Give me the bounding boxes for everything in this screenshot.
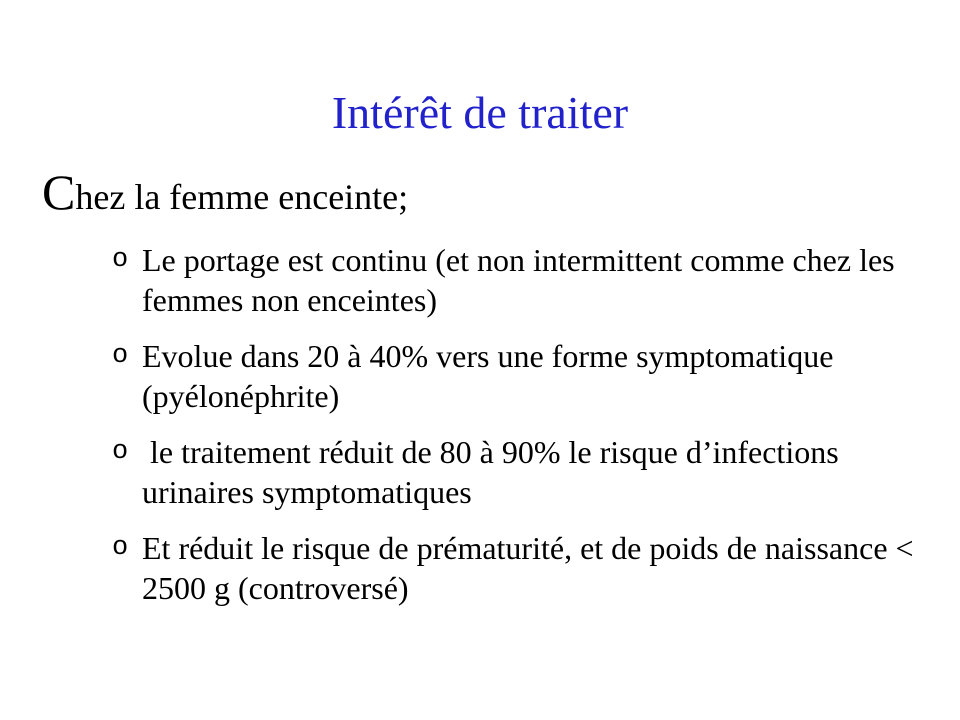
bullet-circle-icon: o: [112, 436, 129, 467]
list-item: [112, 240, 932, 320]
slide-heading: [42, 163, 960, 220]
list-item: [112, 336, 932, 416]
heading-text: hez la femme enceinte;: [75, 176, 409, 217]
bullet-text: Evolue dans 20 à 40% vers une forme symptomatique (pyélonéphrite): [142, 337, 842, 414]
bullet-circle-icon: o: [112, 244, 129, 275]
bullet-list: [112, 240, 932, 608]
heading-drop-cap: C: [42, 163, 76, 220]
list-item: [112, 432, 932, 512]
bullet-text: le traitement réduit de 80 à 90% le risque d’infections urinaires symptomatiques: [142, 433, 847, 510]
slide-title: Intérêt de traiter: [331, 87, 629, 138]
bullet-text: Le portage est continu (et non intermittent comme chez les femmes non enceintes): [142, 241, 903, 318]
bullet-circle-icon: o: [112, 340, 129, 371]
list-item: [112, 528, 932, 608]
bullet-circle-icon: o: [112, 532, 129, 563]
bullet-text: Et réduit le risque de prématurité, et de poids de naissance < 2500 g (controversé): [142, 529, 922, 606]
